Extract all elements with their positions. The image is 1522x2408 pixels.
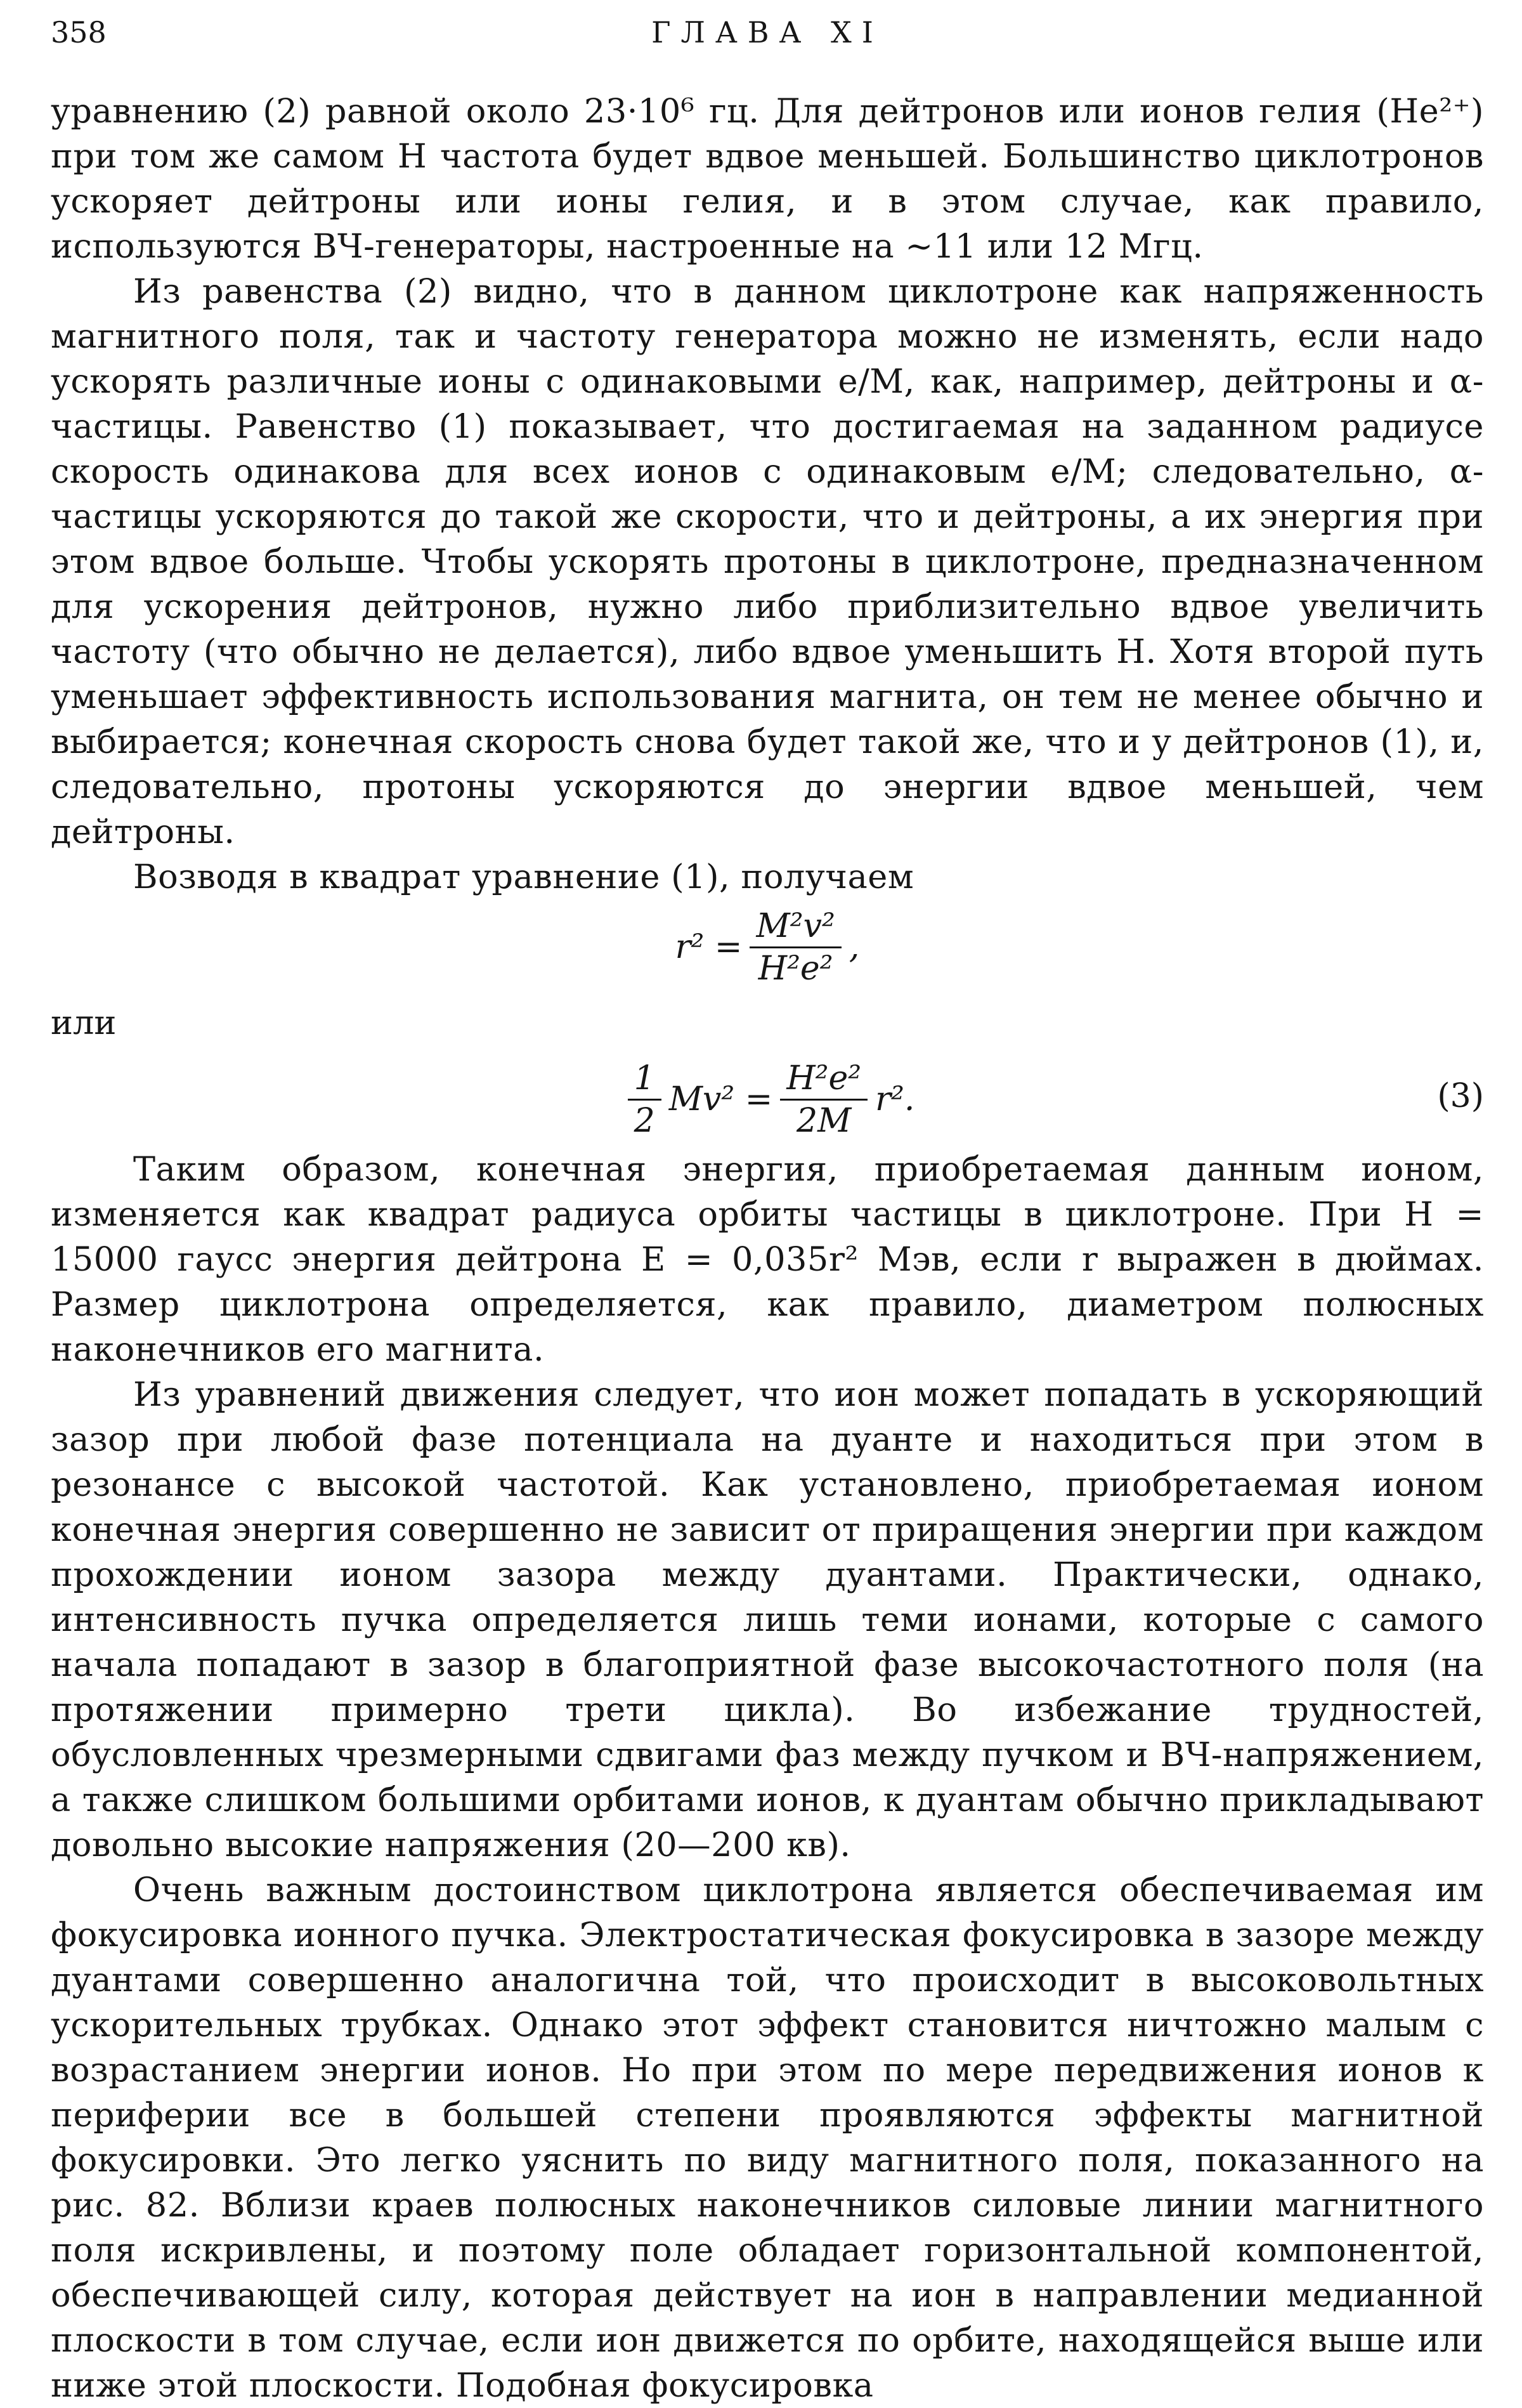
paragraph: Очень важным достоинством циклотрона является обеспечиваемая им фокусировка ионного пучка. Электростатическая фокусировка в зазоре между дуантами совершенно аналогична той, что происходит в высоковольтных ускорительных трубках. Однако этот эффект становится ничтожно малым с возрастанием энергии ионов. Но при этом по мере передвижения ионов к периферии все в большей степени проявляются эффекты магнитной фокусировки. Это легко уяснить по виду магнитного поля, показанного на рис. 82. Вблизи краев полюсных наконечников силовые линии магнитного поля искривлены, и поэтому поле обладает горизонтальной компонентой, обеспечивающей силу, которая действует на ион в направлении медианной плоскости в том случае, если ион движется по орбите, находящейся выше или ниже этой плоскости. Подобная фокусировка	[51, 1871, 1484, 2405]
page-text	[51, 89, 1484, 2408]
page-header	[51, 10, 1484, 55]
book-page	[51, 0, 1484, 2405]
equation-punctuation: ,	[849, 928, 860, 966]
paragraph: Таким образом, конечная энергия, приобретаемая данным ионом, изменяется как квадрат радиуса орбиты частицы в циклотроне. При H = 15000 гаусс энергия дейтрона E = 0,035r² Мэв, если r выражен в дюймах. Размер циклотрона определяется, как правило, диаметром полюсных наконечников его магнита.	[51, 1150, 1484, 1369]
fraction-numerator: 1	[628, 1058, 661, 1101]
paragraph: Из уравнений движения следует, что ион может попадать в ускоряющий зазор при любой фазе потенциала на дуанте и находиться при этом в резонансе с высокой частотой. Как установлено, приобретаемая ионом конечная энергия совершенно не зависит от приращения энергии при каждом прохождении ионом зазора между дуантами. Практически, однако, интенсивность пучка определяется лишь теми ионами, которые с самого начала попадают в зазор в благоприятной фазе высокочастотного поля (на протяжении примерно трети цикла). Во избежание трудностей, обусловленных чрезмерными сдвигами фаз между пучком и ВЧ-напряжением, а также слишком большими орбитами ионов, к дуантам обычно прикладывают довольно высокие напряжения (20—200 кв).	[51, 1375, 1484, 1864]
paragraph: Из равенства (2) видно, что в данном циклотроне как напряженность магнитного поля, так и частоту генератора можно не изменять, если надо ускорять различные ионы с одинаковыми e/M, как, например, дейтроны и α-частицы. Равенство (1) показывает, что достигаемая на заданном радиусе скорость одинакова для всех ионов с одинаковым e/M; следовательно, α-частицы ускоряются до такой же скорости, что и дейтроны, а их энергия при этом вдвое больше. Чтобы ускорять протоны в циклотроне, предназначенном для ускорения дейтронов, нужно либо приблизительно вдвое увеличить частоту (что обычно не делается), либо вдвое уменьшить H. Хотя второй путь уменьшает эффективность использования магнита, он тем не менее обычно и выбирается; конечная скорость снова будет такой же, что и у дейтронов (1), и, следовательно, протоны ускоряются до энергии вдвое меньшей, чем дейтроны.	[51, 272, 1484, 851]
paragraph-intro-equation: Возводя в квадрат уравнение (1), получаем	[133, 858, 914, 896]
equation-middle: Mv² =	[668, 1080, 773, 1118]
equation-number: (3)	[1437, 1077, 1484, 1115]
fraction	[750, 906, 841, 989]
paragraph-continued: уравнению (2) равной около 23·10⁶ гц. Для дейтронов или ионов гелия (He²⁺) при том же самом H частота будет вдвое меньшей. Большинство циклотронов ускоряет дейтроны или ионы гелия, и в этом случае, как правило, используются ВЧ-генераторы, настроенные на ∼11 или 12 Мгц.	[51, 92, 1484, 266]
equation-lhs: r² =	[675, 928, 743, 966]
equation-kinetic-energy	[51, 1052, 1484, 1147]
half-fraction	[628, 1058, 661, 1141]
fraction	[780, 1058, 868, 1141]
fraction-denominator: 2	[634, 1101, 655, 1140]
equation-tail: r².	[875, 1080, 915, 1118]
equation-r-squared	[51, 900, 1484, 995]
page-number: 358	[51, 15, 107, 49]
fraction-numerator: M²v²	[750, 906, 841, 948]
running-head: ГЛАВА XI	[651, 15, 883, 49]
fraction-denominator: H²e²	[758, 949, 833, 988]
fraction-numerator: H²e²	[780, 1058, 868, 1101]
fraction-denominator: 2M	[797, 1101, 852, 1140]
connective-word: или	[51, 1004, 117, 1042]
